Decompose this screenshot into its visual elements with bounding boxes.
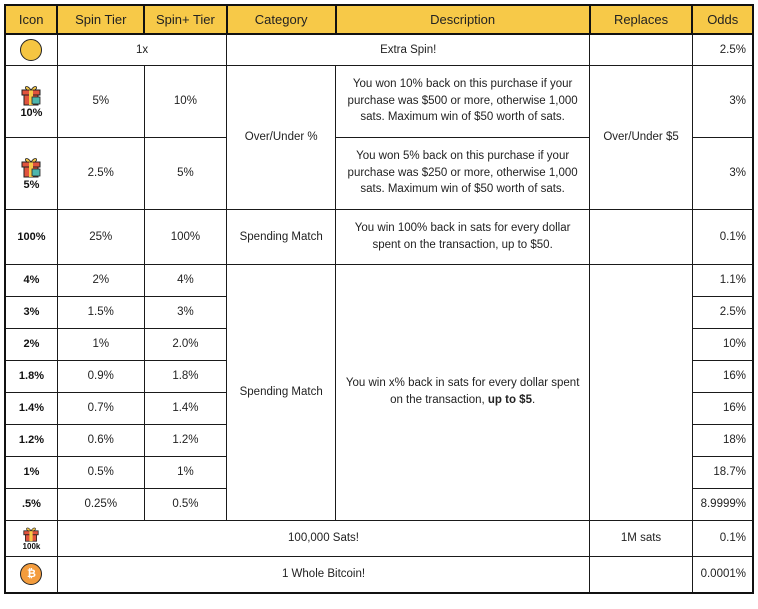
header-row	[5, 5, 753, 34]
replaces-cell	[590, 34, 693, 65]
odds-cell: 8.9999%	[692, 488, 753, 520]
spin-tier-cell: 1.5%	[57, 296, 144, 328]
header-replaces: Replaces	[590, 5, 693, 34]
odds-cell: 10%	[692, 328, 753, 360]
description-cell: 1 Whole Bitcoin!	[57, 556, 589, 593]
spin-tier-cell: 0.5%	[57, 456, 144, 488]
spin-tier-cell: 0.7%	[57, 392, 144, 424]
header-icon: Icon	[5, 5, 57, 34]
icon-label: 100%	[5, 209, 57, 264]
prize-table	[4, 4, 754, 594]
odds-cell: 18.7%	[692, 456, 753, 488]
spin-plus-tier-cell: 5%	[144, 137, 227, 209]
spin-plus-tier-cell: 100%	[144, 209, 227, 264]
odds-cell: 0.0001%	[692, 556, 753, 593]
description-cell: 100,000 Sats!	[57, 520, 589, 556]
spin-tier-cell: 0.9%	[57, 360, 144, 392]
description-cell	[336, 264, 590, 520]
category-cell: Over/Under %	[227, 65, 336, 209]
odds-cell: 0.1%	[692, 209, 753, 264]
odds-cell: 2.5%	[692, 296, 753, 328]
description-cell: You won 5% back on this purchase if your purchase was $250 or more, otherwise 1,000 sats. Maximum win of $50 worth of sats.	[336, 137, 590, 209]
odds-cell: 3%	[692, 137, 753, 209]
table-row-match-100	[5, 209, 753, 264]
odds-cell: 16%	[692, 392, 753, 424]
icon-cell	[5, 137, 57, 209]
replaces-cell	[590, 264, 693, 520]
category-cell: Spending Match	[227, 209, 336, 264]
icon-label: 100k	[22, 541, 41, 551]
spin-plus-tier-cell: 4%	[144, 264, 227, 296]
replaces-cell: 1M sats	[590, 520, 693, 556]
tier-cell: 1x	[57, 34, 226, 65]
table-row-bitcoin	[5, 556, 753, 593]
odds-cell: 18%	[692, 424, 753, 456]
gift-box-icon	[19, 156, 43, 178]
header-description: Description	[336, 5, 590, 34]
icon-label: 4%	[5, 264, 57, 296]
icon-cell	[5, 520, 57, 556]
odds-cell: 3%	[692, 65, 753, 137]
description-text: You win x% back in sats for every dollar spent on the transaction,	[345, 377, 580, 406]
icon-cell	[5, 556, 57, 593]
description-cell: You won 10% back on this purchase if your purchase was $500 or more, otherwise 1,000 sats. Maximum win of $50 worth of sats.	[336, 65, 590, 137]
table-row-extra-spin	[5, 34, 753, 65]
spin-plus-tier-cell: 3%	[144, 296, 227, 328]
spin-tier-cell: 1%	[57, 328, 144, 360]
odds-cell: 2.5%	[692, 34, 753, 65]
bitcoin-coin-icon: ₿	[20, 563, 42, 585]
spin-plus-tier-cell: 1%	[144, 456, 227, 488]
icon-label: 10%	[20, 106, 43, 119]
description-limit: up to $5	[487, 394, 532, 406]
spin-tier-cell: 25%	[57, 209, 144, 264]
spin-plus-tier-cell: 0.5%	[144, 488, 227, 520]
icon-label: 1.2%	[5, 424, 57, 456]
category-cell: Spending Match	[227, 264, 336, 520]
odds-cell: 16%	[692, 360, 753, 392]
description-cell: Extra Spin!	[227, 34, 590, 65]
table-row-overunder-10	[5, 65, 753, 137]
icon-cell	[5, 65, 57, 137]
gift-box-icon	[21, 526, 41, 542]
spin-tier-cell: 2%	[57, 264, 144, 296]
table-row	[5, 264, 753, 296]
replaces-cell	[590, 556, 693, 593]
spin-tier-cell: 0.25%	[57, 488, 144, 520]
spin-plus-tier-cell: 1.8%	[144, 360, 227, 392]
spin-tier-cell: 5%	[57, 65, 144, 137]
spin-tier-cell: 2.5%	[57, 137, 144, 209]
odds-cell: 0.1%	[692, 520, 753, 556]
header-category: Category	[227, 5, 336, 34]
header-spin-plus-tier: Spin+ Tier	[144, 5, 227, 34]
gift-box-icon	[19, 84, 43, 106]
spin-plus-tier-cell: 1.2%	[144, 424, 227, 456]
icon-label: .5%	[5, 488, 57, 520]
gold-coin-icon	[20, 39, 42, 61]
description-end: .	[531, 394, 536, 406]
spin-plus-tier-cell: 10%	[144, 65, 227, 137]
replaces-cell	[590, 209, 693, 264]
header-spin-tier: Spin Tier	[57, 5, 144, 34]
spin-plus-tier-cell: 1.4%	[144, 392, 227, 424]
table-row-100k-sats	[5, 520, 753, 556]
icon-label: 1%	[5, 456, 57, 488]
icon-label: 1.4%	[5, 392, 57, 424]
prize-table-container	[4, 4, 754, 594]
icon-label: 5%	[23, 178, 40, 191]
odds-cell: 1.1%	[692, 264, 753, 296]
description-cell: You win 100% back in sats for every dollar spent on the transaction, up to $50.	[336, 209, 590, 264]
header-odds: Odds	[692, 5, 753, 34]
spin-tier-cell: 0.6%	[57, 424, 144, 456]
icon-label: 1.8%	[5, 360, 57, 392]
icon-cell	[5, 34, 57, 65]
replaces-cell: Over/Under $5	[590, 65, 693, 209]
icon-label: 2%	[5, 328, 57, 360]
spin-plus-tier-cell: 2.0%	[144, 328, 227, 360]
icon-label: 3%	[5, 296, 57, 328]
